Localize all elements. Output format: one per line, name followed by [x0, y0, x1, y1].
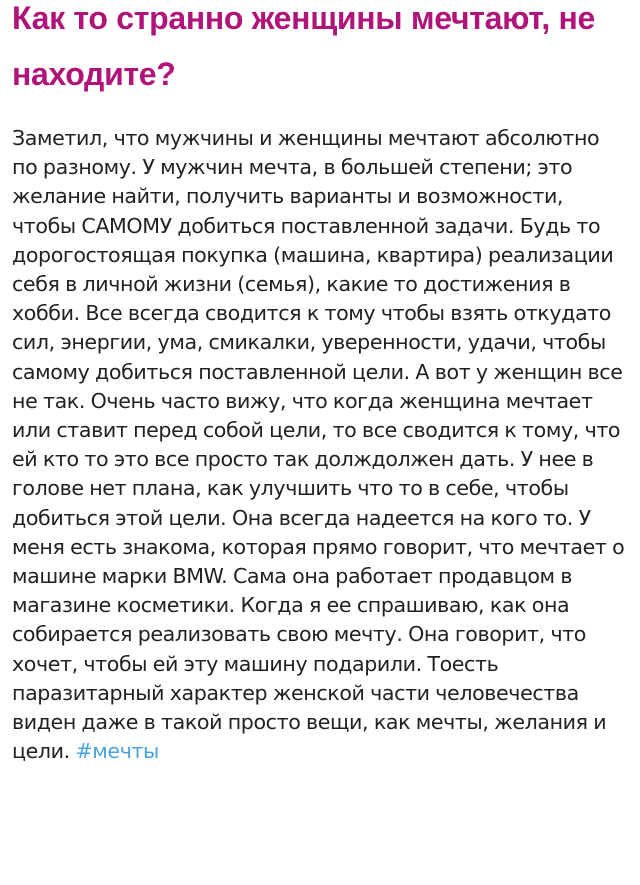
post-body [12, 124, 626, 766]
post-title: Как то странно женщины мечтают, не находите? [12, 0, 596, 92]
post-body-text: Заметил, что мужчины и женщины мечтают абсолютно по разному. У мужчин мечта, в большей степени; это желание найти, получить варианты и возможности, чтобы САМОМУ добиться поставленной задачи. Будь то дорогостоящая покупка (машина, квартира) реализации себя в личной жизни (семья), какие то достижения в хобби. Все всегда сводится к тому чтобы взять откудато сил, энергии, ума, смикалки, уверенности, удачи, чтобы самому добиться поставленной цели. А вот у женщин все не так. Очень часто вижу, что когда женщина мечтает или ставит перед собой цели, то все сводится к тому, что ей кто то это все просто так долждолжен дать. У нее в голове нет плана, как улучшить что то в себе, чтобы добиться этой цели. Она всегда надеется на кого то. У меня есть знакома, которая прямо говорит, что мечтает о машине марки BMW. Сама она работает продавцом в магазине косметики. Когда я ее спрашиваю, как она собирается реализовать свою мечту. Она говорит, что хочет, чтобы ей эту машину подарили. Тоесть паразитарный характер женской части человечества виден даже в такой просто вещи, как мечты, желания и цели. [12, 126, 625, 764]
hashtag-link[interactable]: #мечты [75, 739, 159, 764]
